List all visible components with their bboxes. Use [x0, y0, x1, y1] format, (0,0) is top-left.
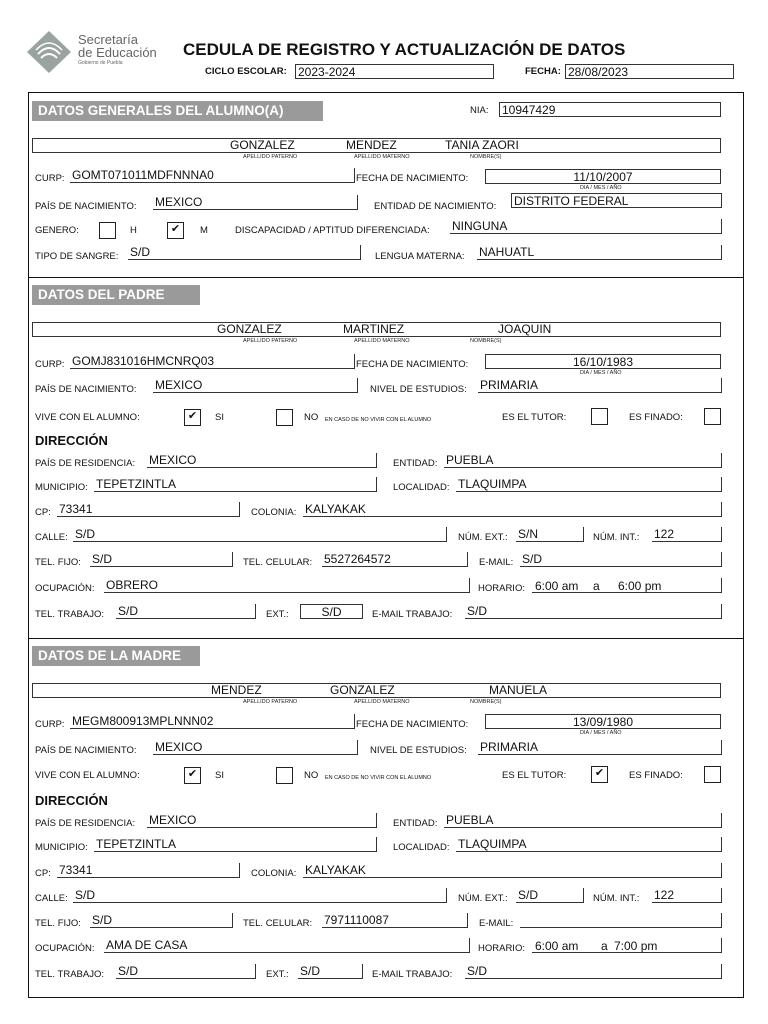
mother-localidad[interactable]: TLAQUIMPA [456, 837, 722, 852]
sub-nombres: NOMBRE(S) [470, 338, 502, 344]
mother-horario-ini: 6:00 am [535, 939, 579, 953]
nivel-label: NIVEL DE ESTUDIOS: [370, 745, 467, 756]
sub-nombres: NOMBRE(S) [470, 154, 502, 160]
sub-dia-mes-ano: DIA / MES / AÑO [580, 370, 622, 376]
colonia-label: COLONIA: [251, 507, 297, 518]
student-lengua[interactable]: NAHUATL [477, 245, 722, 260]
mother-curp[interactable]: MEGM800913MPLNNN02 [70, 714, 355, 729]
nivel-label: NIVEL DE ESTUDIOS: [370, 384, 467, 395]
mother-email-trabajo[interactable]: S/D [465, 964, 722, 979]
entidad-label: ENTIDAD: [393, 458, 438, 469]
mother-tel-celular[interactable]: 7971110087 [322, 913, 468, 928]
tel-trabajo-label: TEL. TRABAJO: [35, 609, 104, 620]
sub-apellido-paterno: APELLIDO PATERNO [243, 338, 298, 344]
sub-apellido-materno: APELLIDO MATERNO [354, 699, 410, 705]
si-label: SI [215, 412, 224, 423]
pais-nac-label: PAÍS DE NACIMIENTO: [35, 201, 137, 212]
father-horario-a: a [593, 579, 600, 593]
sub-nombres: NOMBRE(S) [470, 699, 502, 705]
vive-con-label: VIVE CON EL ALUMNO: [35, 770, 140, 781]
mother-tel-fijo[interactable]: S/D [90, 913, 233, 928]
father-email[interactable]: S/D [520, 552, 722, 567]
ocupacion-label: OCUPACIÓN: [35, 943, 95, 954]
father-horario-ini: 6:00 am [535, 579, 579, 593]
student-curp[interactable]: GOMT071011MDFNNNA0 [70, 168, 355, 183]
mother-municipio[interactable]: TEPETZINTLA [94, 837, 377, 852]
mother-apellido-paterno[interactable]: MENDEZ [211, 683, 262, 697]
municipio-label: MUNICIPIO: [35, 842, 88, 853]
localidad-label: LOCALIDAD: [393, 482, 450, 493]
tel-fijo-label: TEL. FIJO: [35, 918, 81, 929]
discapacidad-label: DISCAPACIDAD / APTITUD DIFERENCIADA: [235, 225, 430, 236]
cp-label: CP: [35, 507, 51, 518]
genero-h-label: H [130, 225, 137, 236]
num-int-label: NÚM. INT.: [593, 893, 640, 904]
father-apellido-paterno[interactable]: GONZALEZ [217, 322, 282, 336]
cp-label: CP: [35, 868, 51, 879]
genero-m-checkbox[interactable]: ✔ [167, 222, 184, 239]
tel-celular-label: TEL. CELULAR: [243, 557, 313, 568]
finado-label: ES FINADO: [629, 412, 683, 423]
father-direccion-heading: DIRECCIÓN [35, 433, 108, 448]
curp-label: CURP: [35, 173, 65, 184]
localidad-label: LOCALIDAD: [393, 842, 450, 853]
student-sangre[interactable]: S/D [128, 245, 361, 260]
tutor-label: ES EL TUTOR: [502, 412, 567, 423]
sub-dia-mes-ano: DIA / MES / AÑO [580, 185, 622, 191]
tel-fijo-label: TEL. FIJO: [35, 557, 81, 568]
calle-label: CALLE: [35, 532, 68, 543]
fecha-nac-label: FECHA DE NACIMIENTO: [356, 359, 469, 370]
horario-label: HORARIO: [478, 583, 525, 594]
father-pais-nac[interactable]: MEXICO [153, 378, 358, 393]
father-colonia[interactable]: KALYAKAK [303, 502, 722, 517]
email-label: E-MAIL: [479, 557, 514, 568]
father-cp[interactable]: 73341 [57, 502, 240, 517]
father-tel-fijo[interactable]: S/D [90, 552, 233, 567]
num-ext-label: NÚM. EXT.: [458, 532, 508, 543]
father-fecha-nac[interactable]: 16/10/1983 [485, 354, 721, 369]
mother-pais-nac[interactable]: MEXICO [153, 740, 358, 755]
sub-dia-mes-ano: DIA / MES / AÑO [580, 730, 622, 736]
logo-line3: Gobierno de Puebla [78, 60, 123, 66]
horario-label: HORARIO: [478, 943, 525, 954]
vive-con-label: VIVE CON EL ALUMNO: [35, 412, 140, 423]
mother-entidad[interactable]: PUEBLA [444, 813, 722, 828]
mother-apellido-materno[interactable]: GONZALEZ [330, 683, 395, 697]
en-caso-label: EN CASO DE NO VIVIR CON EL ALUMNO [325, 417, 432, 423]
ext-label: EXT.: [266, 969, 289, 980]
father-vive-no-checkbox[interactable] [276, 409, 293, 426]
student-fecha-nac[interactable]: 11/10/2007 [485, 169, 721, 184]
fecha-label: FECHA: [525, 66, 561, 77]
father-tutor-checkbox[interactable] [591, 408, 608, 425]
logo-line1: Secretaría [78, 32, 138, 47]
calle-label: CALLE: [35, 893, 68, 904]
mother-ocupacion[interactable]: AMA DE CASA [104, 938, 470, 953]
mother-vive-no-checkbox[interactable] [276, 767, 293, 784]
num-int-label: NÚM. INT.: [593, 532, 640, 543]
mother-fecha-nac[interactable]: 13/09/1980 [485, 714, 721, 729]
education-logo-icon [26, 30, 72, 74]
sub-apellido-materno: APELLIDO MATERNO [354, 154, 410, 160]
mother-cp[interactable]: 73341 [57, 863, 240, 878]
father-municipio[interactable]: TEPETZINTLA [94, 477, 377, 492]
mother-ext[interactable]: S/D [298, 964, 363, 979]
pais-res-label: PAÍS DE RESIDENCIA: [35, 458, 136, 469]
entidad-label: ENTIDAD: [393, 818, 438, 829]
father-tel-trabajo[interactable]: S/D [116, 604, 256, 619]
finado-label: ES FINADO: [629, 770, 683, 781]
father-apellido-materno[interactable]: MARTINEZ [343, 322, 405, 336]
fecha-value[interactable]: 28/08/2023 [565, 64, 734, 79]
father-finado-checkbox[interactable] [704, 408, 721, 425]
sangre-label: TIPO DE SANGRE: [35, 251, 119, 262]
mother-num-int[interactable]: 122 [652, 888, 722, 903]
father-ocupacion[interactable]: OBRERO [104, 578, 470, 593]
colonia-label: COLONIA: [251, 868, 297, 879]
student-apellido-paterno[interactable]: GONZALEZ [230, 138, 295, 152]
sub-apellido-paterno: APELLIDO PATERNO [243, 154, 298, 160]
mother-nombre[interactable]: MANUELA [489, 683, 548, 697]
mother-tutor-checkbox[interactable]: ✔ [591, 766, 608, 783]
no-label: NO [304, 770, 319, 781]
no-label: NO [304, 412, 319, 423]
tel-trabajo-label: TEL. TRABAJO: [35, 969, 104, 980]
logo-line2: de Educación [78, 45, 157, 60]
fecha-nac-label: FECHA DE NACIMIENTO: [356, 719, 469, 730]
municipio-label: MUNICIPIO: [35, 482, 88, 493]
father-horario-fin: 6:00 pm [618, 579, 662, 593]
pais-nac-label: PAÍS DE NACIMIENTO: [35, 384, 137, 395]
email-label: E-MAIL: [479, 918, 514, 929]
mother-num-ext[interactable]: S/D [516, 888, 584, 903]
student-nombre[interactable]: TANIA ZAORI [445, 138, 519, 152]
curp-label: CURP: [35, 719, 65, 730]
pais-nac-label: PAÍS DE NACIMIENTO: [35, 745, 137, 756]
father-entidad[interactable]: PUEBLA [444, 453, 722, 468]
entidad-nac-label: ENTIDAD DE NACIMIENTO: [374, 201, 497, 212]
student-section-title: DATOS GENERALES DEL ALUMNO(A) [32, 101, 323, 121]
sub-apellido-paterno: APELLIDO PATERNO [243, 699, 298, 705]
sub-apellido-materno: APELLIDO MATERNO [354, 338, 410, 344]
tel-celular-label: TEL. CELULAR: [243, 918, 313, 929]
curp-label: CURP: [35, 359, 65, 370]
ocupacion-label: OCUPACIÓN: [35, 583, 95, 594]
father-localidad[interactable]: TLAQUIMPA [456, 477, 722, 492]
mother-calle[interactable]: S/D [73, 888, 447, 903]
pais-res-label: PAÍS DE RESIDENCIA: [35, 818, 136, 829]
mother-tel-trabajo[interactable]: S/D [116, 964, 256, 979]
father-num-ext[interactable]: S/N [516, 527, 584, 542]
mother-colonia[interactable]: KALYAKAK [303, 863, 722, 878]
mother-pais-res[interactable]: MEXICO [147, 813, 377, 828]
ciclo-label: CICLO ESCOLAR: [205, 66, 287, 77]
genero-h-checkbox[interactable] [99, 222, 116, 239]
father-num-int[interactable]: 122 [652, 527, 722, 542]
father-nivel[interactable]: PRIMARIA [478, 378, 722, 393]
mother-finado-checkbox[interactable] [704, 766, 721, 783]
nia-input[interactable]: 10947429 [499, 102, 721, 117]
student-pais-nac[interactable]: MEXICO [153, 195, 358, 210]
student-apellido-materno[interactable]: MENDEZ [346, 138, 397, 152]
si-label: SI [215, 770, 224, 781]
ext-label: EXT.: [266, 609, 289, 620]
father-email-trabajo[interactable]: S/D [465, 604, 722, 619]
father-vive-si-checkbox[interactable]: ✔ [184, 409, 201, 426]
father-ext[interactable]: S/D [300, 604, 363, 619]
student-discapacidad[interactable]: NINGUNA [450, 219, 722, 234]
tutor-label: ES EL TUTOR: [502, 770, 567, 781]
mother-horario-fin: 7:00 pm [614, 939, 658, 953]
num-ext-label: NÚM. EXT.: [458, 893, 508, 904]
fecha-nac-label: FECHA DE NACIMIENTO: [356, 173, 469, 184]
nia-label: NIA: [470, 105, 489, 116]
genero-label: GENERO: [35, 225, 79, 236]
genero-m-label: M [200, 225, 208, 236]
en-caso-label: EN CASO DE NO VIVIR CON EL ALUMNO [325, 775, 432, 781]
father-pais-res[interactable]: MEXICO [147, 453, 377, 468]
father-curp[interactable]: GOMJ831016HMCNRQ03 [70, 354, 355, 369]
mother-horario-a: a [601, 939, 608, 953]
ciclo-value[interactable]: 2023-2024 [295, 64, 494, 79]
father-tel-celular[interactable]: 5527264572 [322, 552, 468, 567]
page-title: CEDULA DE REGISTRO Y ACTUALIZACIÓN DE DATOS [183, 40, 626, 59]
student-entidad-nac[interactable]: DISTRITO FEDERAL [511, 193, 722, 208]
mother-direccion-heading: DIRECCIÓN [35, 793, 108, 808]
father-nombre[interactable]: JOAQUIN [498, 322, 552, 336]
mother-section-title: DATOS DE LA MADRE [32, 646, 200, 666]
mother-vive-si-checkbox[interactable]: ✔ [184, 767, 201, 784]
email-trabajo-label: E-MAIL TRABAJO: [372, 609, 453, 620]
lengua-label: LENGUA MATERNA: [375, 251, 465, 262]
father-calle[interactable]: S/D [73, 527, 447, 542]
logo [26, 30, 176, 74]
mother-nivel[interactable]: PRIMARIA [478, 740, 722, 755]
email-trabajo-label: E-MAIL TRABAJO: [372, 969, 453, 980]
father-section-title: DATOS DEL PADRE [32, 285, 200, 305]
mother-email[interactable] [520, 913, 722, 928]
